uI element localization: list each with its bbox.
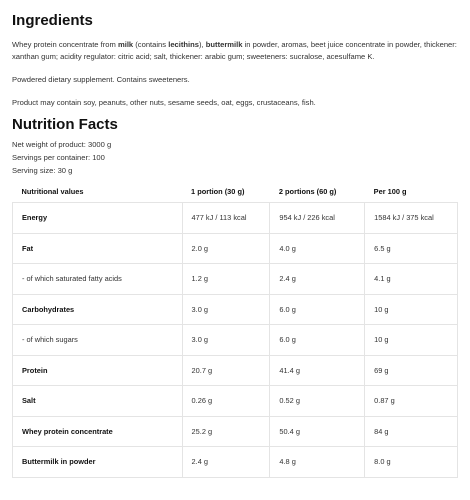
ingredients-heading: Ingredients <box>12 12 93 29</box>
value-per-100g: 8.0 g <box>365 447 458 478</box>
value-1-portion: 20.7 g <box>182 355 270 386</box>
header-1-portion: 1 portion (30 g) <box>191 186 245 196</box>
nutrient-name: Fat <box>13 233 183 264</box>
value-1-portion: 3.0 g <box>182 325 270 356</box>
nutrient-name: Salt <box>13 386 183 417</box>
nutrition-table <box>12 180 458 478</box>
value-2-portions: 0.52 g <box>270 386 365 417</box>
value-per-100g: 0.87 g <box>365 386 458 417</box>
header-2-portions: 2 portions (60 g) <box>278 186 337 196</box>
servings-per-container: Servings per container: 100 <box>12 153 105 162</box>
value-1-portion: 0.26 g <box>182 386 270 417</box>
table-row <box>13 325 458 356</box>
nutrient-name: Protein <box>13 355 183 386</box>
value-1-portion: 2.4 g <box>182 447 270 478</box>
value-2-portions: 6.0 g <box>270 294 365 325</box>
nutrient-name: Whey protein concentrate <box>13 416 183 447</box>
value-per-100g: 10 g <box>365 294 458 325</box>
value-per-100g: 69 g <box>365 355 458 386</box>
nutrient-name: - of which sugars <box>13 325 183 356</box>
serving-size: Serving size: 30 g <box>12 166 73 175</box>
value-2-portions: 4.8 g <box>270 447 365 478</box>
supplement-note: Powdered dietary supplement. Contains sweeteners. <box>12 75 190 84</box>
ingredients-text: Whey protein concentrate from milk (contains lecithins), buttermilk in powder, aromas, beet juice concentrate in powder, thickener: xanthan gum; acidity regulator: citric acid; salt, thickener: arabic gum; sweeteners: sucralose, acesulfame K. <box>12 40 457 61</box>
value-1-portion: 2.0 g <box>182 233 270 264</box>
table-row <box>13 386 458 417</box>
value-per-100g: 10 g <box>365 325 458 356</box>
value-per-100g: 4.1 g <box>365 264 458 295</box>
value-2-portions: 4.0 g <box>270 233 365 264</box>
header-per-100g: Per 100 g <box>373 186 407 196</box>
table-row <box>13 264 458 295</box>
table-row <box>13 355 458 386</box>
nutrient-name: Energy <box>13 203 183 234</box>
value-1-portion: 25.2 g <box>182 416 270 447</box>
value-per-100g: 6.5 g <box>365 233 458 264</box>
table-row <box>13 294 458 325</box>
value-1-portion: 1.2 g <box>182 264 270 295</box>
nutrient-name: - of which saturated fatty acids <box>13 264 183 295</box>
value-2-portions: 50.4 g <box>270 416 365 447</box>
nutrition-table-header <box>13 180 458 203</box>
value-2-portions: 6.0 g <box>270 325 365 356</box>
table-row <box>13 416 458 447</box>
value-2-portions: 41.4 g <box>270 355 365 386</box>
header-nutritional-values: Nutritional values <box>21 186 84 196</box>
value-2-portions: 2.4 g <box>270 264 365 295</box>
allergen-note: Product may contain soy, peanuts, other nuts, sesame seeds, oat, eggs, crustaceans, fish. <box>12 98 316 107</box>
nutrient-name: Buttermilk in powder <box>13 447 183 478</box>
table-row <box>13 447 458 478</box>
net-weight: Net weight of product: 3000 g <box>12 140 112 149</box>
value-1-portion: 3.0 g <box>182 294 270 325</box>
table-row <box>13 203 458 234</box>
value-2-portions: 954 kJ / 226 kcal <box>270 203 365 234</box>
value-per-100g: 1584 kJ / 375 kcal <box>365 203 458 234</box>
nutrient-name: Carbohydrates <box>13 294 183 325</box>
value-1-portion: 477 kJ / 113 kcal <box>182 203 270 234</box>
nutrition-facts-heading: Nutrition Facts <box>12 116 118 133</box>
table-row <box>13 233 458 264</box>
value-per-100g: 84 g <box>365 416 458 447</box>
